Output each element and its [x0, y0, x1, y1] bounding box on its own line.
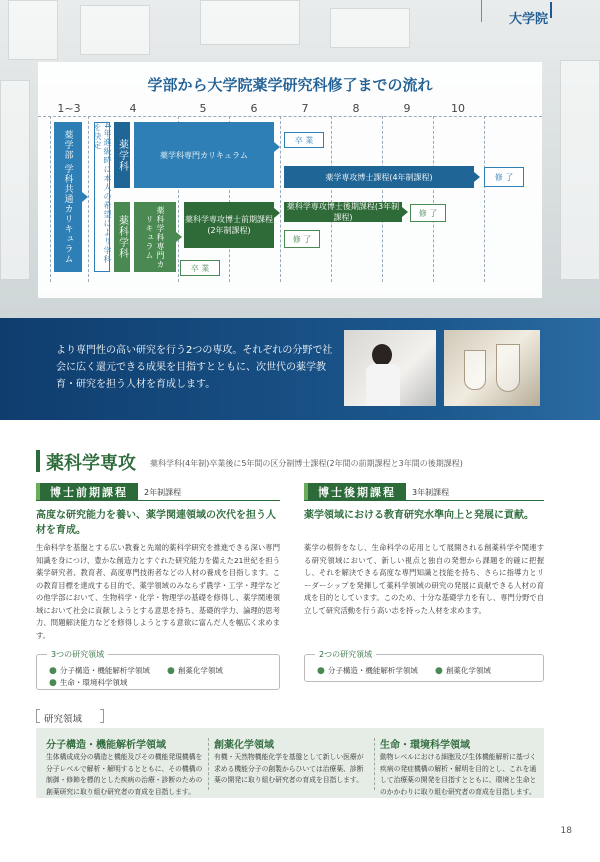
header-label: 大学院: [508, 12, 548, 27]
department-decision: 4年進級時に本人の希望により学科を決定: [94, 122, 110, 272]
flow-arrow: [402, 207, 408, 217]
year-label: 5: [199, 102, 207, 115]
year-label: 9: [403, 102, 411, 115]
doctor-heading-title: 博士後期課程: [308, 483, 406, 501]
year-label: 1~3: [57, 102, 81, 115]
year-divider: [331, 116, 332, 282]
master-areas-title: 3つの研究領域: [47, 649, 108, 660]
pharmaceutical-science-curriculum: 薬科学科専門カリキュラム: [134, 202, 176, 272]
label-bracket: [100, 709, 104, 723]
flow-arrow: [274, 208, 280, 218]
year-label: 8: [352, 102, 360, 115]
pharmacy-department: 薬学科: [114, 122, 130, 188]
year-label: 10: [451, 102, 465, 115]
doctoral-late-course: 薬科学専攻博士後期課程(3年制課程): [284, 202, 402, 222]
master-course: 薬科学専攻博士前期課程(2年制課程): [184, 202, 274, 248]
master-heading-sub: 2年制課程: [144, 487, 182, 497]
completion-label: 修 了: [410, 204, 446, 222]
year-label: 7: [301, 102, 309, 115]
section-description: 薬科学科(4年制)卒業後に5年間の区分制博士課程(2年間の前期課程と3年間の後期課程): [150, 459, 463, 468]
year-label: 4: [129, 102, 137, 115]
research-area-item: ● 創薬化学領域: [167, 666, 223, 676]
research-column-title: 生命・環境科学領域: [380, 740, 470, 751]
flow-arrow: [274, 142, 280, 152]
research-column-body: 動物レベルにおける細胞及び生体機能解析に基づく疾病の発症機構の解析・解明を目的とし、これを通して治療薬の開発を目指すとともに、環境と生命とのかかわりに取り組む研究者の育成を目指します。: [380, 753, 537, 796]
research-column: [380, 728, 538, 798]
pharmaceutical-science-department: 薬科学科: [114, 202, 130, 272]
master-heading-title: 博士前期課程: [40, 483, 138, 501]
page-number: 18: [560, 826, 572, 836]
master-areas-box: [36, 650, 280, 690]
header-accent-bar: [550, 2, 552, 18]
section-accent-bar: [36, 450, 40, 472]
master-body: 生命科学を基盤とする広い教養と先端的薬科学研究を推進できる深い専門知識を身につけ、豊かな創造力とすぐれた研究能力を備えた21世紀を担う薬学研究者、教育者、高度専門技術者などの人材の養成を目指します。この教育目標を達成する目的で、薬学領域のみならず農学・工学・理学などの他学部において、生物科学・化学・物理学の基礎を修得し、薬学関連領域において社会に貢献しようとする意思を持ち、基礎的学力、論理的思考力、問題解決能力などを修得しようとする意欲に富んだ人を幅広く求めます。: [36, 543, 280, 640]
year-divider: [280, 116, 281, 282]
doctor-heading: [304, 483, 449, 501]
flow-arrow: [176, 232, 182, 242]
doctor-heading-sub: 3年制課程: [412, 487, 450, 497]
year-divider: [382, 116, 383, 282]
master-heading: [36, 483, 181, 501]
flow-title: 学部から大学院薬学研究科修了までの流れ: [147, 76, 433, 94]
heading-underline: [36, 500, 280, 501]
pharmacy-doctoral-course: 薬学専攻博士課程(4年制課程): [284, 166, 474, 188]
label-bracket: [36, 709, 40, 723]
research-area-item: ● 生命・環境科学領域: [49, 678, 128, 688]
doctor-lead: 薬学領域における教育研究水準向上と発展に貢献。: [304, 510, 534, 521]
research-column-body: 生体構成成分の構造と機能及びその機能発現機構を分子レベルで解析・解明するとともに、その機構の制御・修飾を標的とした疾病の治療・診断のための創薬研究に取り組む研究者の育成を目指します。: [46, 753, 203, 796]
flow-diagram: [38, 62, 542, 298]
banner-text: より専門性の高い研究を行う2つの専攻。それぞれの分野で社会に広く還元できる成果を目指すとともに、次世代の薬学教育・研究を担う人材を育成します。: [56, 345, 333, 390]
column-separator: [374, 738, 375, 790]
pharmacy-curriculum: 薬学科専門カリキュラム: [134, 122, 274, 188]
research-area-item: ● 創薬化学領域: [435, 666, 491, 676]
year-divider: [50, 116, 51, 282]
year-label: 6: [250, 102, 258, 115]
year-divider: [88, 116, 89, 282]
flow-arrow: [474, 172, 480, 182]
graduation-label: 卒 業: [284, 132, 324, 148]
researcher-photo: [344, 330, 436, 406]
doctor-areas-title: 2つの研究領域: [315, 649, 376, 660]
research-column-title: 創薬化学領域: [214, 740, 274, 751]
research-column: [46, 728, 204, 798]
research-area-item: ● 分子構造・機能解析学領域: [317, 666, 418, 676]
column-separator: [208, 738, 209, 790]
year-divider: [484, 116, 485, 282]
research-column-body: 有機・天然物機能化学を基盤として新しい医療が求める機能分子の創製からひいては治療薬、診断薬の開発に取り組む研究者の育成を目指します。: [214, 753, 364, 784]
graduation-label: 卒 業: [180, 260, 220, 276]
flow-arrow: [82, 192, 88, 202]
research-label: 研究領域: [44, 714, 83, 725]
common-curriculum: 薬学部 学科共通カリキュラム: [54, 122, 82, 272]
research-area-item: ● 分子構造・機能解析学領域: [49, 666, 150, 676]
research-panel: [36, 728, 544, 798]
research-column: [214, 728, 370, 798]
header-divider: [481, 0, 482, 22]
research-column-title: 分子構造・機能解析学領域: [46, 740, 166, 751]
master-lead: 高度な研究能力を養い、薬学関連領域の次代を担う人材を育成。: [36, 510, 276, 536]
heading-underline: [304, 500, 544, 501]
section-title: 薬科学専攻: [46, 453, 136, 474]
doctor-body: 薬学の根幹をなし、生命科学の応用として展開される創薬科学や関連する研究領域において、新しい視点と独自の発想から課題を的確に把握し、それを解決できる高度な専門知識と技能を持ち、さらに指導力とリーダーシップを発揮して薬科学領域の研究の発展に貢献できる人材の育成を目的としています。このため、十分な基礎学力を有し、専門分野で自立して研究活動を行う高い志を持った人材を求めます。: [304, 543, 544, 615]
lab-glassware-photo: [444, 330, 540, 406]
year-divider: [433, 116, 434, 282]
completion-label: 修 了: [284, 230, 320, 248]
completion-label: 修 了: [484, 167, 524, 187]
year-divider: [38, 116, 542, 117]
doctor-areas-box: [304, 650, 544, 682]
